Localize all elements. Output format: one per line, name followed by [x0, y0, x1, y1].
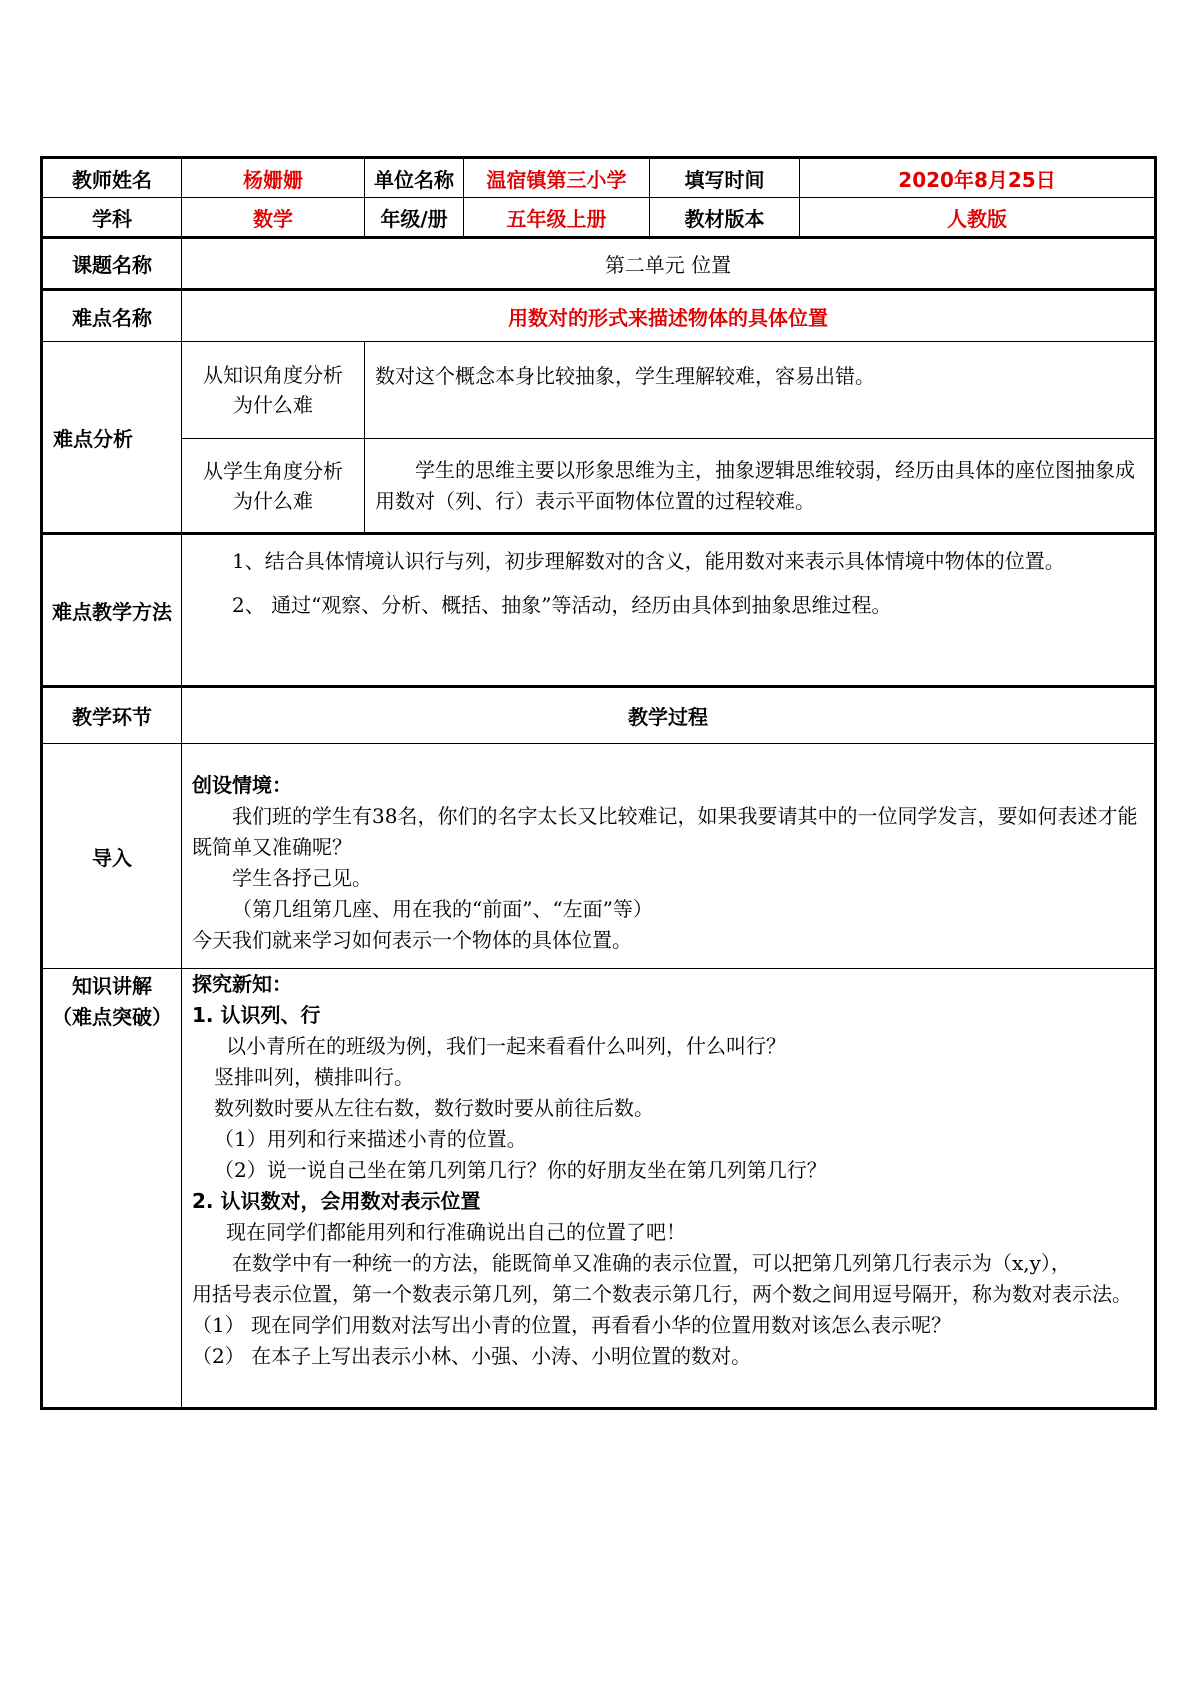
teacher-label: 教师姓名 — [42, 158, 182, 198]
section1-title: 1. 认识列、行 — [192, 1003, 321, 1027]
edition-value: 人教版 — [800, 198, 1156, 238]
method-p2: 2、 通过“观察、分析、概括、抽象”等活动，经历由具体到抽象思维过程。 — [232, 593, 892, 617]
section1-p3: 数列数时要从左往右数，数行数时要从前往后数。 — [214, 1096, 654, 1120]
topic-value: 第二单元 位置 — [182, 238, 1156, 290]
intro-label: 导入 — [42, 744, 182, 969]
date-value: 2020年8月25日 — [800, 158, 1156, 198]
section2-p1: 现在同学们都能用列和行准确说出自己的位置了吧！ — [226, 1220, 686, 1244]
section1-p4: （1）用列和行来描述小青的位置。 — [214, 1127, 527, 1151]
section1-p1: 以小青所在的班级为例，我们一起来看看什么叫列，什么叫行？ — [226, 1034, 786, 1058]
teacher-name: 杨姗姗 — [182, 158, 365, 198]
subject-value: 数学 — [182, 198, 365, 238]
knowledge-angle-text: 数对这个概念本身比较抽象，学生理解较难，容易出错。 — [365, 342, 1156, 439]
process-label: 教学环节 — [42, 687, 182, 744]
knowledge-angle-label: 从知识角度分析为什么难 — [182, 342, 365, 439]
intro-p2: 学生各抒己见。 — [232, 866, 372, 890]
intro-p4: 今天我们就来学习如何表示一个物体的具体位置。 — [192, 928, 632, 952]
student-angle-label: 从学生角度分析为什么难 — [182, 439, 365, 534]
intro-heading: 创设情境： — [192, 773, 292, 797]
analysis-label: 难点分析 — [42, 342, 182, 534]
student-angle-text: 学生的思维主要以形象思维为主，抽象逻辑思维较弱，经历由具体的座位图抽象成用数对（列、行）表示平面物体位置的过程较难。 — [365, 439, 1156, 534]
topic-label: 课题名称 — [42, 238, 182, 290]
section2-p5: （2） 在本子上写出表示小林、小强、小涛、小明位置的数对。 — [192, 1344, 752, 1368]
section1-p2: 竖排叫列，横排叫行。 — [214, 1065, 414, 1089]
lesson-plan — [40, 156, 1154, 1410]
section2-title: 2. 认识数对，会用数对表示位置 — [192, 1189, 481, 1213]
date-label: 填写时间 — [650, 158, 800, 198]
subject-label: 学科 — [42, 198, 182, 238]
difficulty-value: 用数对的形式来描述物体的具体位置 — [182, 290, 1156, 342]
method-p1: 1、结合具体情境认识行与列，初步理解数对的含义，能用数对来表示具体情境中物体的位置。 — [232, 549, 1065, 573]
section1-p5: （2）说一说自己坐在第几列第几行？你的好朋友坐在第几列第几行？ — [214, 1158, 827, 1182]
process-value: 教学过程 — [182, 687, 1156, 744]
unit-name: 温宿镇第三小学 — [464, 158, 650, 198]
method-label: 难点教学方法 — [42, 534, 182, 687]
grade-label: 年级/册 — [365, 198, 464, 238]
section2-p3: 用括号表示位置，第一个数表示第几列，第二个数表示第几行，两个数之间用逗号隔开，称为数对表示法。 — [192, 1282, 1132, 1306]
section2-p4: （1） 现在同学们用数对法写出小青的位置，再看看小华的位置用数对该怎么表示呢？ — [192, 1313, 952, 1337]
difficulty-label: 难点名称 — [42, 290, 182, 342]
knowledge-heading: 探究新知： — [192, 972, 292, 996]
edition-label: 教材版本 — [650, 198, 800, 238]
intro-p3: （第几组第几座、用在我的“前面”、“左面”等） — [232, 897, 653, 921]
lesson-table — [40, 156, 1157, 1410]
knowledge-label-2: （难点突破） — [52, 1005, 172, 1029]
grade-value: 五年级上册 — [464, 198, 650, 238]
intro-p1: 我们班的学生有38名，你们的名字太长又比较难记，如果我要请其中的一位同学发言，要如何表述才能既简单又准确呢？ — [192, 804, 1138, 859]
unit-label: 单位名称 — [365, 158, 464, 198]
section2-p2: 在数学中有一种统一的方法，能既简单又准确的表示位置，可以把第几列第几行表示为（x,y）， — [232, 1251, 1071, 1275]
knowledge-label-1: 知识讲解 — [72, 974, 152, 998]
